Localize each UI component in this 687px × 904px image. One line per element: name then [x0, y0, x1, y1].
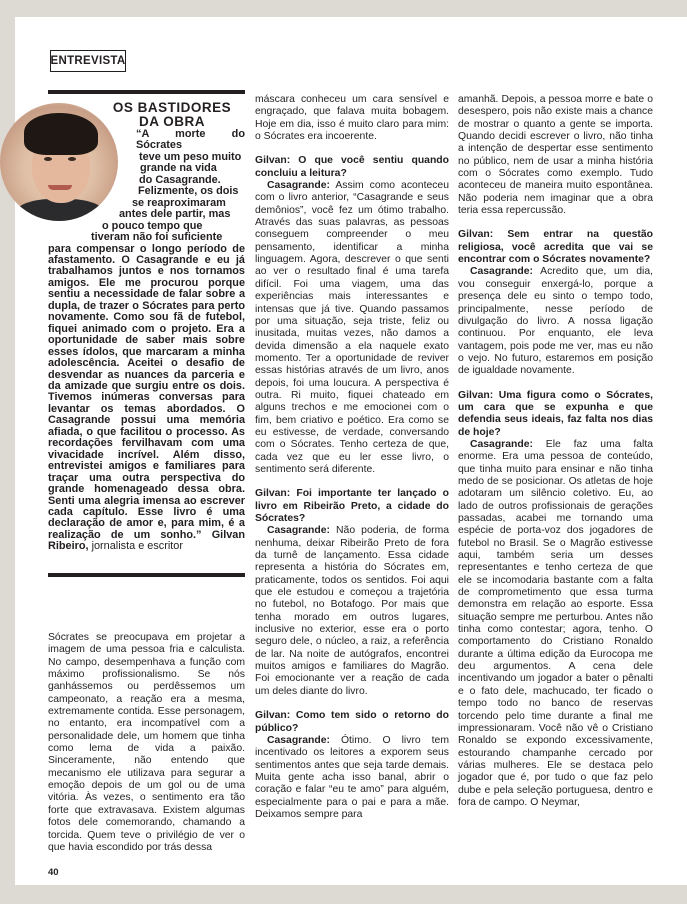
- page-number: 40: [48, 867, 59, 878]
- interview-answer: [458, 439, 653, 809]
- interview-question: Gilvan: O que você sentiu quando concluiu a leitura?: [255, 155, 449, 179]
- speaker-label: Casagrande:: [470, 266, 533, 278]
- quote-line: teve um peso muito: [139, 150, 242, 163]
- sidebar-top-rule: [48, 90, 245, 94]
- speaker-label: Casagrande:: [267, 525, 330, 537]
- sidebar-title-line2: DA OBRA: [139, 114, 205, 129]
- quote-body: para compensar o longo período de afastamento. O Casagrande e eu já trabalhamos juntos e nos tornamos amigos. Ele me procurou porque sentiu a necessidade de falar sobre a dupla, de trazer o Sócrates para perto novamente. Como sou fã de futebol, fiquei animado com o projeto. Era a oportunidade de saber mais sobre esses ídolos, que marcaram a minha adolescência. Aceitei o desafio de desvendar as nuances da parceria e da amizade que surgiu entre os dois. Tivemos inúmeras conversas para levantar os temas abordados. O Casagrande possui uma memória afiada, o que facilitou o processo. As recordações fervilhavam com uma vivacidade incrível. Além disso, entrevistei amigos e familiares para traçar uma outra perspectiva do grande homenageado dessa obra. Senti uma alegria imensa ao escrever cada capítulo. Esse livro é uma declaração de amor e, para mim, é a realização de um sonho.”: [48, 242, 245, 541]
- answer-text: Acredito que, um dia, vou conseguir enxergá-lo, porque a presença dele eu sinto o tempo todo, principalmente, nesse período de divulgação do livro. A nossa ligação continuou. Por enquanto, ele leva vantagem, pois pode me ver, mas eu não o vejo. No futuro, estaremos em posição de igualdade novamente.: [458, 266, 653, 377]
- section-tag: ENTREVISTA: [50, 50, 126, 72]
- column-1-body: [48, 632, 245, 854]
- interview-question: Gilvan: Sem entrar na questão religiosa, você acredita que vai se encontrar com o Sócrates novamente?: [458, 229, 653, 266]
- speaker-label: Casagrande:: [470, 438, 533, 450]
- interview-answer: [255, 525, 449, 698]
- answer-text: Assim como aconteceu com o livro anterior, “Casagrande e seus demônios”, você fez um ótimo trabalho. Através das suas palavras, as pessoas conseguem compreender o meu pensamento, identificar a minha linguagem. Agora, descrever o que senti ao ver o resultado final é uma tarefa difícil. Foi uma viagem, uma das experiências mais interessantes e intensas que já tive. Quando passamos por uma situação, seja triste, feliz ou inusitada, muitas vezes, não damos a devida dimensão a ela naquele exato momento. Ter a oportunidade de reviver essas histórias através de um livro, anos depois, foi uma loucura. A perspectiva é outra. Ri muito, fiquei chateado em alguns trechos e me emocionei com o fim, bem criativo e poético. Era como se eu estivesse, de verdade, conversando com o Sócrates. Tenho certeza de que, cada vez que eu ler esse livro, o sentimento será diferente.: [255, 180, 449, 475]
- column-3: [458, 94, 653, 809]
- paragraph: máscara conheceu um cara sensível e engraçado, que falava muita bobagem. Hoje em dia, isso é muito claro para mim: o Sócrates era incoerente.: [255, 94, 449, 143]
- interview-question: Gilvan: Foi importante ter lançado o livro em Ribeirão Preto, a cidade do Sócrates?: [255, 488, 449, 524]
- quote-line: do Casagrande.: [139, 173, 221, 186]
- interview-answer: [255, 735, 449, 821]
- quote-line: se reaproximaram: [132, 196, 226, 209]
- column-2: [255, 94, 449, 821]
- quote-line: tiveram não foi suficiente: [91, 231, 223, 244]
- speaker-label: Casagrande:: [267, 180, 330, 192]
- quote-line: Felizmente, os dois: [138, 185, 239, 198]
- quote-line: grande na vida: [140, 162, 217, 175]
- interview-answer: [458, 266, 653, 377]
- quote-line: antes dele partir, mas: [119, 208, 231, 221]
- speaker-label: Casagrande:: [267, 734, 330, 746]
- magazine-page: [15, 17, 687, 885]
- sidebar-title: [99, 101, 245, 129]
- answer-text: Ótimo. O livro tem incentivado os leitores a exporem seus sentimentos antes que seja tarde demais. Muita gente acha isso banal, abrir o coração e falar “eu te amo” para alguém, especialmente para o pai e para a mãe. Deixamos sempre para: [255, 734, 449, 820]
- signature-name: Gilvan Ribeiro,: [48, 528, 245, 553]
- sidebar-quote: [48, 129, 245, 553]
- paragraph: Sócrates se preocupava em projetar a imagem de uma pessoa fria e calculista. No campo, desempenhava a função com máximo profissionalismo. Se nós ganhássemos ou perdêssemos um campeonato, a reação era a mesma, extremamente contida. Esse personagem, no entanto, era incompatível com a personalidade dele, um homem que tinha como lema de vida a paixão. Sinceramente, não entendo que mecanismo ele utilizava para segurar a emoção depois de um gol ou de uma vitória. Às vezes, o sentimento era tão forte que extravasava. Existem algumas fotos dele comemorando, chamando a torcida. Quem teve o privilégio de ver o que havia escondido por trás dessa: [48, 632, 245, 853]
- paragraph: amanhã. Depois, a pessoa morre e bate o desespero, pois não existe mais a chance de mostrar o quanto a gente se importa. Quando decidi escrever o livro, não tinha a intenção de despertar esse sentimento no público, nem de usar a minha história com o Sócrates como exemplo. Tudo aconteceu de maneira muito espontânea. Não poderia nem imaginar que a obra teria essa repercussão.: [458, 94, 653, 217]
- quote-line: “A morte do Sócrates: [136, 128, 245, 152]
- interview-answer: [255, 180, 449, 476]
- interview-question: Gilvan: Uma figura como o Sócrates, um cara que se expunha e que defendia seus ideais, faz falta nos dias de hoje?: [458, 389, 653, 438]
- answer-text: Ele faz uma falta enorme. Era uma pessoa de conteúdo, que tinha muito para ensinar e não tinha medo de se posicionar. Os atletas de hoje adotaram um silêncio coletivo. Eu, ao lado de outros profissionais de gerações passadas, acabei me tornando uma espécie de porta-voz dos jogadores de futebol no Brasil. Se o Magrão estivesse aqui, também seria um desses representantes e tenho certeza de que ele se incomodaria bastante com a falta de comprometimento que essa turma demonstra em relação ao esporte. Essa situação sempre me perturbou. Antes não tinha como contestar; agora, tenho. O comportamento do Cristiano Ronaldo durante a última edição da Eurocopa me deu argumentos. A cena dele incentivando um jogador a bater o pênalti e o fato dele, machucado, ter ficado o tempo todo no banco de reservas torcendo pelo time durante a final me impressionaram. Você não vê o Cristiano Ronaldo se expondo excessivamente, estourando champanhe cercado por várias mulheres. Ele se destaca pelo jogador que é, por tudo o que faz pelo dube e pela seleção portuguesa, dentro e fora de campo. O Neymar,: [458, 438, 653, 808]
- sidebar-bottom-rule: [48, 573, 245, 577]
- answer-text: Não poderia, de forma nenhuma, deixar Ribeirão Preto de fora da turnê de lançamento. Essa cidade representa a história do Sócrates em, praticamente, todos os sentidos. Foi aqui que ele estudou e começou a trajetória no futebol, no Botafogo. Por mais que tenha morado em outros lugares, inclusive no exterior, esse era o porto seguro dele, o núcleo, a raiz, a referência de lar. Na noite de autógrafos, encontrei muitos amigos e familiares do Magrão. Foi emocionante ver a reação de cada um deles diante do livro.: [255, 525, 450, 697]
- signature-role: jornalista e escritor: [91, 540, 183, 553]
- quote-line: o pouco tempo que: [102, 219, 203, 232]
- sidebar-title-line1: OS BASTIDORES: [112, 100, 232, 115]
- interview-question: Gilvan: Como tem sido o retorno do público?: [255, 710, 449, 734]
